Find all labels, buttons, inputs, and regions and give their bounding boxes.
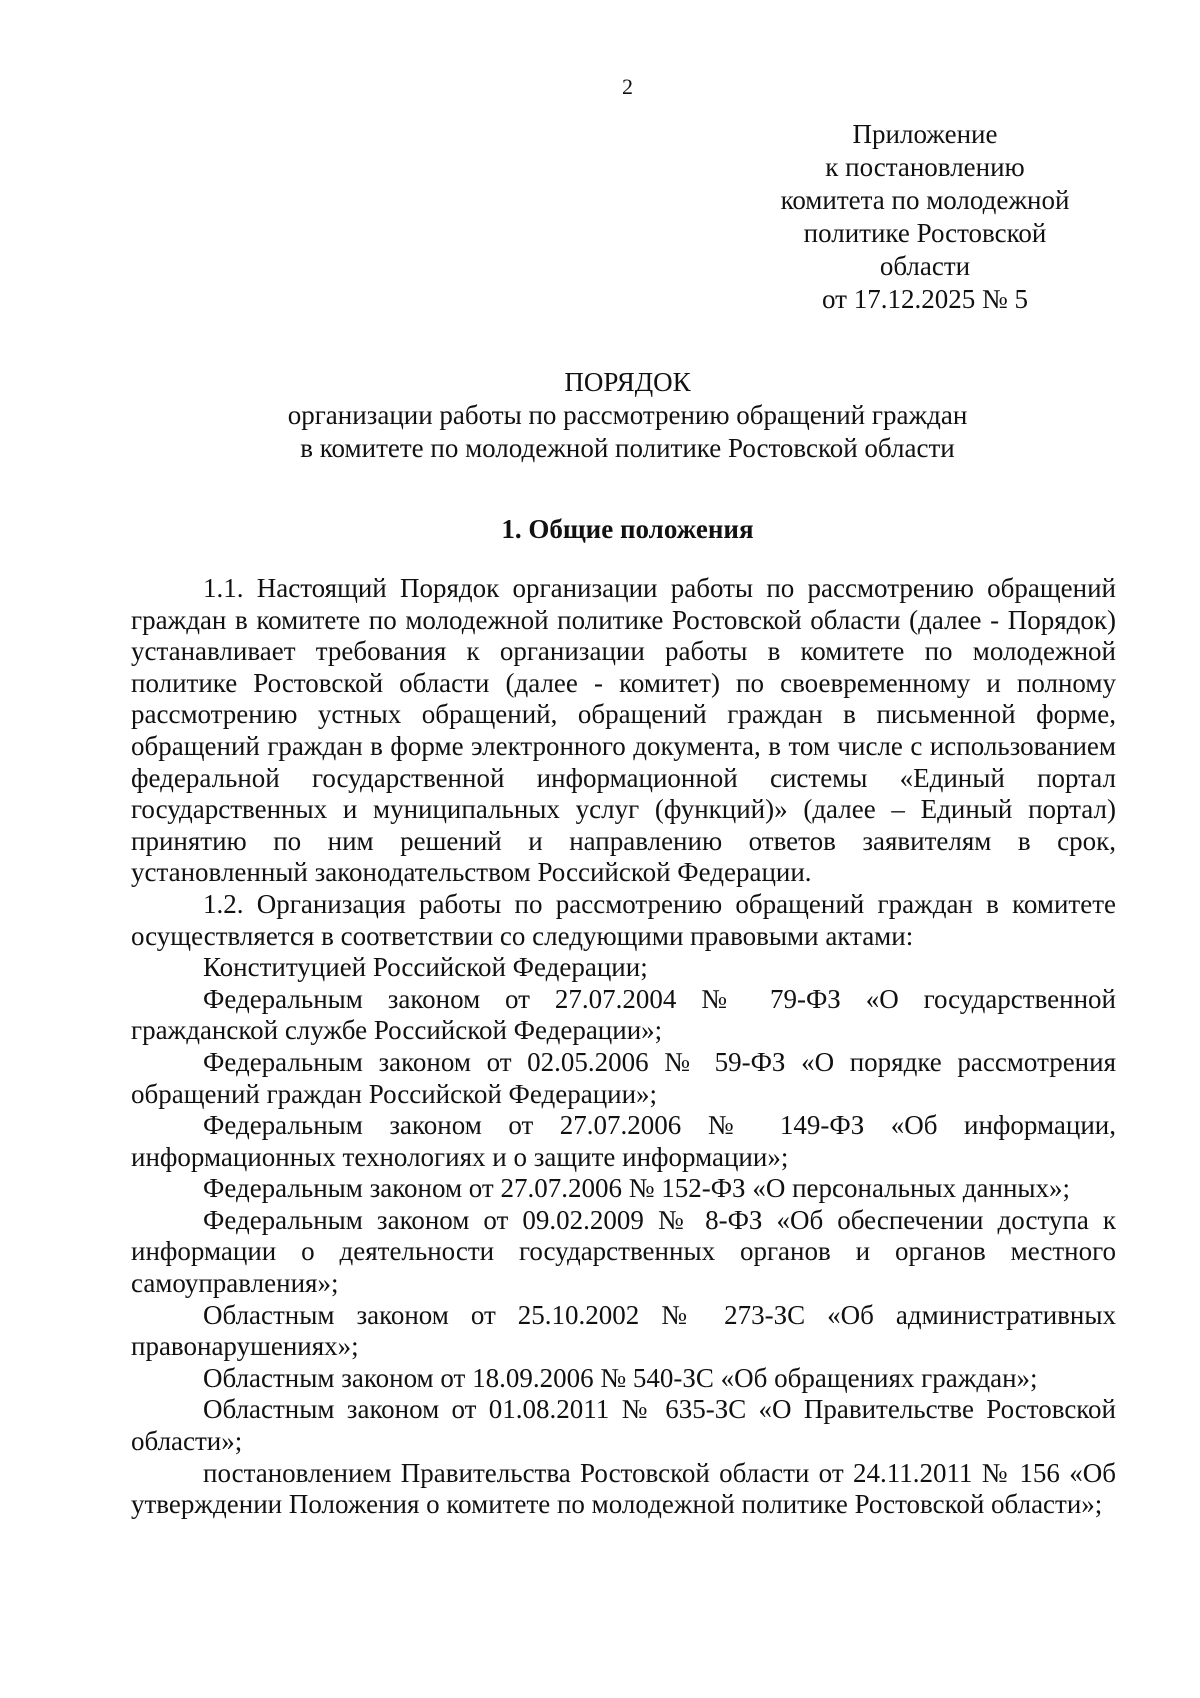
annex-block [770,118,1080,316]
paragraph: Областным законом от 18.09.2006 № 540-ЗС «Об обращениях граждан»; [203,1362,1038,1393]
paragraph: Федеральным законом от 27.07.2004 № 79-ФЗ «О государственной гражданской службе Российской Федерации»; [131,983,1116,1046]
document-title [0,366,1200,465]
paragraph: Федеральным законом от 27.07.2006 № 149-ФЗ «Об информации, информационных технологиях и о защите информации»; [131,1110,1116,1172]
title-heading: ПОРЯДОК [564,367,691,397]
annex-line: от 17.12.2025 № 5 [822,284,1028,314]
paragraph: Федеральным законом от 02.05.2006 № 59-ФЗ «О порядке рассмотрения обращений граждан Российской Федерации»; [131,1046,1116,1109]
page-number: 2 [622,74,633,99]
paragraph: 1.1. Настоящий Порядок организации работы по рассмотрению обращений граждан в комитете по молодежной политике Ростовской области (далее - Порядок) устанавливает требования к организации работы в комитете по молодежной политике Ростовской области (далее - комитет) по своевременному и полному рассмотрению устных обращений, обращений граждан в письменной форме, обращений граждан в форме электронного документа, в том числе с использованием федеральной государственной информационной системы «Единый портал государственных и муниципальных услуг (функций)» (далее – Единый портал) принятию по ним решений и направлению ответов заявителям в срок, установленный законодательством Российской Федерации. [131,573,1116,888]
paragraph: Областным законом от 25.10.2002 № 273-ЗС «Об административных правонарушениях»; [131,1299,1116,1362]
annex-line: к постановлению [825,152,1025,182]
section-heading: 1. Общие положения [501,514,754,544]
paragraph: Конституцией Российской Федерации; [203,952,648,983]
document-body [131,573,1116,1521]
annex-line: комитета по молодежной [780,185,1070,215]
annex-line: политике Ростовской [803,218,1047,248]
title-subtitle-line: в комитете по молодежной политике Ростовской области [300,433,955,463]
title-subtitle-line: организации работы по рассмотрению обращений граждан [287,400,968,430]
paragraph: Федеральным законом от 09.02.2009 № 8-ФЗ «Об обеспечении доступа к информации о деятельности государственных органов и органов местного самоуправления»; [131,1204,1116,1299]
paragraph: 1.2. Организация работы по рассмотрению обращений граждан в комитете осуществляется в соответствии со следующими правовыми актами: [131,888,1116,951]
paragraph: постановлением Правительства Ростовской области от 24.11.2011 № 156 «Об утверждении Положения о комитете по молодежной политике Ростовской области»; [131,1457,1116,1520]
paragraph: Федеральным законом от 27.07.2006 № 152-ФЗ «О персональных данных»; [203,1173,1071,1204]
annex-line: Приложение [852,119,998,149]
paragraph: Областным законом от 01.08.2011 № 635-ЗС «О Правительстве Ростовской области»; [131,1394,1116,1457]
annex-line: области [879,251,971,281]
